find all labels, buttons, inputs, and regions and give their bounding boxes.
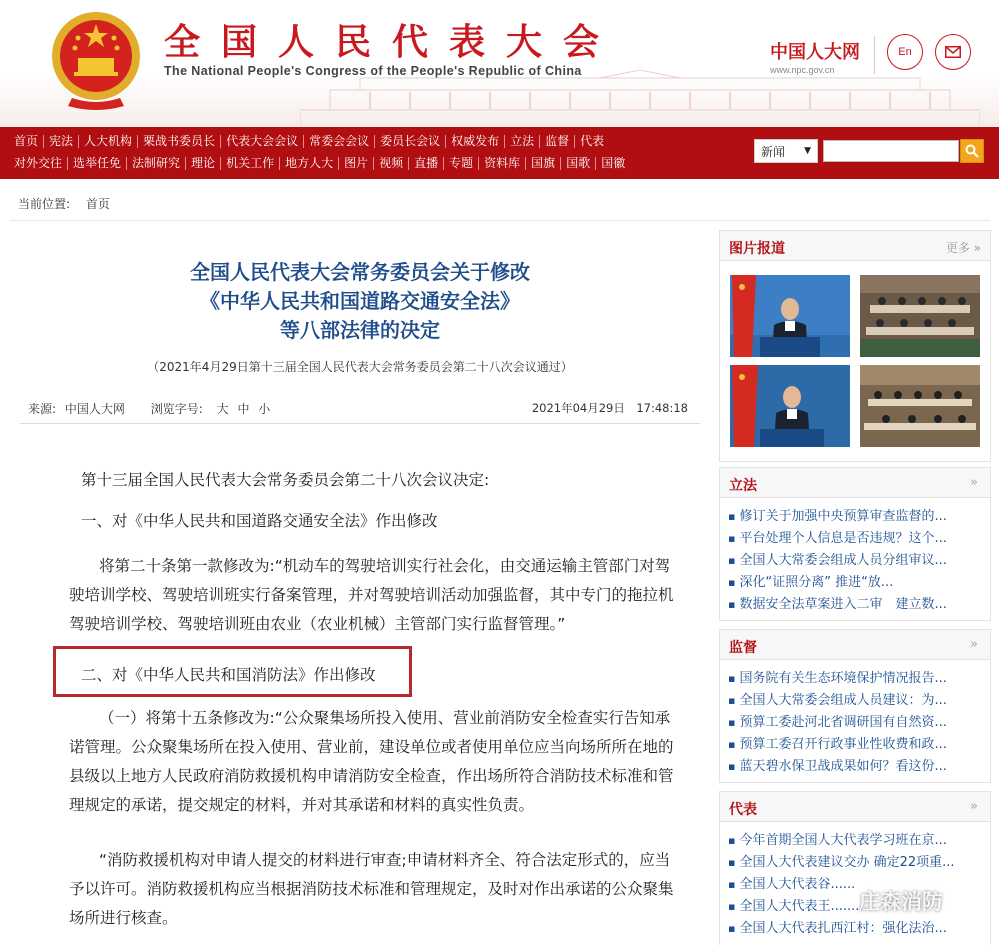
photo-grid	[730, 275, 982, 451]
list-item[interactable]	[728, 756, 990, 778]
supervision-list	[720, 660, 990, 778]
divider	[10, 220, 990, 221]
deputies-list	[720, 822, 990, 940]
nav-item-releases[interactable]: 权威发布	[445, 135, 504, 148]
mail-button[interactable]	[935, 34, 971, 70]
photo-meeting-speaker-icon	[730, 275, 850, 357]
bullet-icon: ▪	[728, 738, 736, 751]
nav-item-elections[interactable]: 选举任免	[67, 157, 126, 170]
photo-video-meeting-icon	[730, 365, 850, 447]
search-scope-value: 新闻	[761, 144, 786, 159]
photo-report-box	[719, 230, 991, 462]
legislation-box	[719, 467, 991, 621]
bullet-icon: ▪	[728, 878, 736, 891]
list-item-text: 全国人大代表王.........	[739, 899, 868, 914]
hall-illustration	[300, 70, 980, 127]
list-item[interactable]	[728, 734, 990, 756]
nav-item-chairmen-council[interactable]: 委员长会议	[374, 135, 445, 148]
breadcrumb	[18, 195, 122, 212]
national-emblem-icon	[50, 6, 142, 110]
nav-item-npc-organs[interactable]: 人大机构	[78, 135, 137, 148]
source-label: 来源:	[28, 402, 57, 416]
article-meta-left	[28, 400, 275, 417]
photo-report-title: 图片报道	[729, 241, 785, 257]
bullet-icon: ▪	[728, 510, 736, 523]
list-item[interactable]	[728, 668, 990, 690]
bullet-icon: ▪	[728, 716, 736, 729]
list-item-text: 国务院有关生态环境保护情况报告...	[739, 671, 947, 686]
brand-url: www.npc.gov.cn	[770, 65, 835, 75]
brand-logo[interactable]	[770, 38, 860, 75]
photo-conference-room-icon	[860, 365, 980, 447]
nav-item-foreign-affairs[interactable]: 对外交往	[14, 156, 63, 170]
font-size-medium-button[interactable]: 中	[237, 402, 250, 416]
list-item[interactable]	[728, 690, 990, 712]
list-item[interactable]	[728, 712, 990, 734]
bullet-icon: ▪	[728, 900, 736, 913]
nav-item-chairman[interactable]: 栗战书委员长	[137, 135, 220, 148]
bullet-icon: ▪	[728, 760, 736, 773]
font-size-small-button[interactable]: 小	[258, 402, 271, 416]
publish-time: 2021年04月29日 17:48:18	[531, 401, 688, 415]
deputies-header	[720, 792, 990, 822]
list-item-text: 全国人大常委会组成人员建议：为...	[739, 693, 947, 708]
site-title: 全国人民代表大会	[164, 21, 621, 63]
list-item[interactable]	[728, 572, 990, 594]
dropdown-arrow-icon: ▼	[804, 146, 811, 156]
list-item-text: 蓝天碧水保卫战成果如何？看这份...	[739, 759, 947, 774]
list-item-text: 全国人大代表扎西江村：强化法治...	[739, 921, 947, 936]
site-header	[0, 0, 999, 127]
article-section-heading-highlighted: 二、对《中华人民共和国消防法》作出修改	[81, 666, 376, 684]
article-subtitle: （2021年4月29日第十三届全国人民代表大会常务委员会第二十八次会议通过）	[147, 360, 573, 374]
nav-row-2	[9, 157, 630, 170]
list-item-text: 数据安全法草案进入二审 建立数...	[739, 597, 947, 612]
list-item-text: 修订关于加强中央预算审查监督的...	[739, 509, 947, 524]
source-value: 中国人大网	[64, 402, 125, 416]
double-chevron-icon[interactable]: »	[970, 637, 978, 652]
bullet-icon: ▪	[728, 554, 736, 567]
double-chevron-icon[interactable]: »	[970, 475, 978, 490]
list-item[interactable]	[728, 918, 990, 940]
bullet-icon: ▪	[728, 672, 736, 685]
photo-report-header	[720, 231, 990, 261]
photo-session-hall-icon	[860, 275, 980, 357]
search-button[interactable]	[960, 139, 984, 163]
english-language-button[interactable]: En	[887, 34, 923, 70]
nav-item-emblem[interactable]: 国徽	[595, 157, 630, 170]
nav-row-1	[9, 135, 609, 148]
breadcrumb-home-link[interactable]: 首页	[85, 197, 110, 211]
article-paragraph: 第十三届全国人民代表大会常务委员会第二十八次会议决定:	[81, 471, 490, 489]
nav-item-topics[interactable]: 专题	[443, 157, 478, 170]
more-label: 更多	[945, 241, 970, 255]
legislation-header	[720, 468, 990, 498]
list-item[interactable]	[728, 852, 990, 874]
list-item[interactable]	[728, 550, 990, 572]
font-size-large-button[interactable]: 大	[216, 402, 229, 416]
photo-thumbnail[interactable]	[730, 275, 850, 357]
nav-item-anthem[interactable]: 国歌	[560, 157, 595, 170]
list-item-text: 平台处理个人信息是否违规？这个...	[739, 531, 947, 546]
nav-item-office-work[interactable]: 机关工作	[220, 157, 279, 170]
bullet-icon: ▪	[728, 922, 736, 935]
article-title	[20, 258, 700, 345]
brand-name: 中国人大网	[770, 42, 860, 62]
bullet-icon: ▪	[728, 834, 736, 847]
nav-item-flag[interactable]: 国旗	[525, 157, 560, 170]
deputies-title: 代表	[729, 802, 757, 818]
bullet-icon: ▪	[728, 694, 736, 707]
article-title-line-2: 《中华人民共和国道路交通安全法》	[200, 289, 520, 313]
list-item-text: 预算工委召开行政事业性收费和政...	[739, 737, 947, 752]
list-item-text: 全国人大代表建议交办 确定22项重...	[739, 855, 955, 870]
article-section-heading: 一、对《中华人民共和国道路交通安全法》作出修改	[81, 512, 438, 530]
list-item-text: 全国人大常委会组成人员分组审议...	[739, 553, 947, 568]
nav-item-live[interactable]: 直播	[408, 157, 443, 170]
article-paragraph: 将第二十条第一款修改为:“机动车的驾驶培训实行社会化，由交通运输主管部门对驾驶培训学校、驾驶培训班实行备案管理，并对驾驶培训活动加强监督，其中专门的拖拉机驾驶培训学校、驾驶培训班由农业（农业机械）主管部门实行监督管理。”	[69, 557, 674, 633]
nav-item-home[interactable]: 首页	[14, 134, 39, 148]
more-link[interactable]	[946, 239, 981, 256]
nav-item-legislation[interactable]: 立法	[504, 135, 539, 148]
search-icon	[965, 144, 979, 158]
photo-thumbnail[interactable]	[730, 365, 850, 447]
nav-item-standing-committee[interactable]: 常委会会议	[303, 135, 374, 148]
nav-item-congress-sessions[interactable]: 代表大会会议	[220, 135, 303, 148]
article-title-line-1: 全国人民代表大会常务委员会关于修改	[190, 260, 530, 284]
article-title-line-3: 等八部法律的决定	[280, 318, 440, 342]
double-chevron-icon[interactable]: »	[970, 799, 978, 814]
photo-thumbnail[interactable]	[860, 275, 980, 357]
watermark: 庄森消防	[838, 890, 943, 914]
list-item-text: 深化“证照分离” 推进“放...	[739, 575, 894, 590]
legislation-title: 立法	[729, 478, 757, 494]
legislation-list	[720, 498, 990, 616]
supervision-header	[720, 630, 990, 660]
supervision-title: 监督	[729, 640, 757, 656]
divider	[874, 36, 875, 74]
supervision-box	[719, 629, 991, 783]
nav-item-supervision[interactable]: 监督	[539, 135, 574, 148]
list-item-text: 今年首期全国人大代表学习班在京...	[739, 833, 947, 848]
list-item-text: 全国人大代表谷......	[739, 877, 856, 892]
list-item[interactable]	[728, 594, 990, 616]
article-paragraph: （一）将第十五条修改为:“公众聚集场所投入使用、营业前消防安全检查实行告知承诺管理。公众聚集场所在投入使用、营业前，建设单位或者使用单位应当向场所所在地的县级以上地方人民政府消防救援机构申请消防安全检查，作出场所符合消防技术标准和管理规定的承诺，提交规定的材料，并对其承诺和材料的真实性负责。	[69, 709, 674, 814]
nav-item-theory[interactable]: 理论	[185, 157, 220, 170]
bullet-icon: ▪	[728, 598, 736, 611]
search-bar	[754, 139, 984, 163]
font-size-label: 浏览字号:	[150, 402, 203, 416]
mail-icon	[945, 46, 961, 58]
nav-item-database[interactable]: 资料库	[478, 157, 525, 170]
list-item[interactable]	[728, 506, 990, 528]
photo-thumbnail[interactable]	[860, 365, 980, 447]
article-paragraph: “消防救援机构对申请人提交的材料进行审查;申请材料齐全、符合法定形式的，应当予以许可。消防救援机构应当根据消防技术标准和管理规定，及时对作出承诺的公众聚集场所进行核查。	[69, 851, 674, 927]
search-input[interactable]	[823, 140, 959, 162]
breadcrumb-label: 当前位置:	[18, 197, 71, 211]
nav-item-constitution[interactable]: 宪法	[43, 135, 78, 148]
bullet-icon: ▪	[728, 576, 736, 589]
divider	[20, 423, 700, 424]
double-chevron-icon: »	[973, 241, 981, 255]
deputies-box	[719, 791, 991, 945]
nav-item-pictures[interactable]: 图片	[338, 157, 373, 170]
nav-item-legal-research[interactable]: 法制研究	[126, 157, 185, 170]
nav-item-deputies[interactable]: 代表	[574, 135, 609, 148]
nav-item-video[interactable]: 视频	[373, 157, 408, 170]
search-scope-select[interactable]	[754, 139, 818, 163]
list-item-text: 预算工委赴河北省调研国有自然资...	[739, 715, 947, 730]
bullet-icon: ▪	[728, 532, 736, 545]
nav-item-local-npc[interactable]: 地方人大	[279, 157, 338, 170]
list-item[interactable]	[728, 830, 990, 852]
list-item[interactable]	[728, 528, 990, 550]
site-subtitle-english: The National People's Congress of the People's Republic of China	[164, 64, 582, 78]
bullet-icon: ▪	[728, 856, 736, 869]
